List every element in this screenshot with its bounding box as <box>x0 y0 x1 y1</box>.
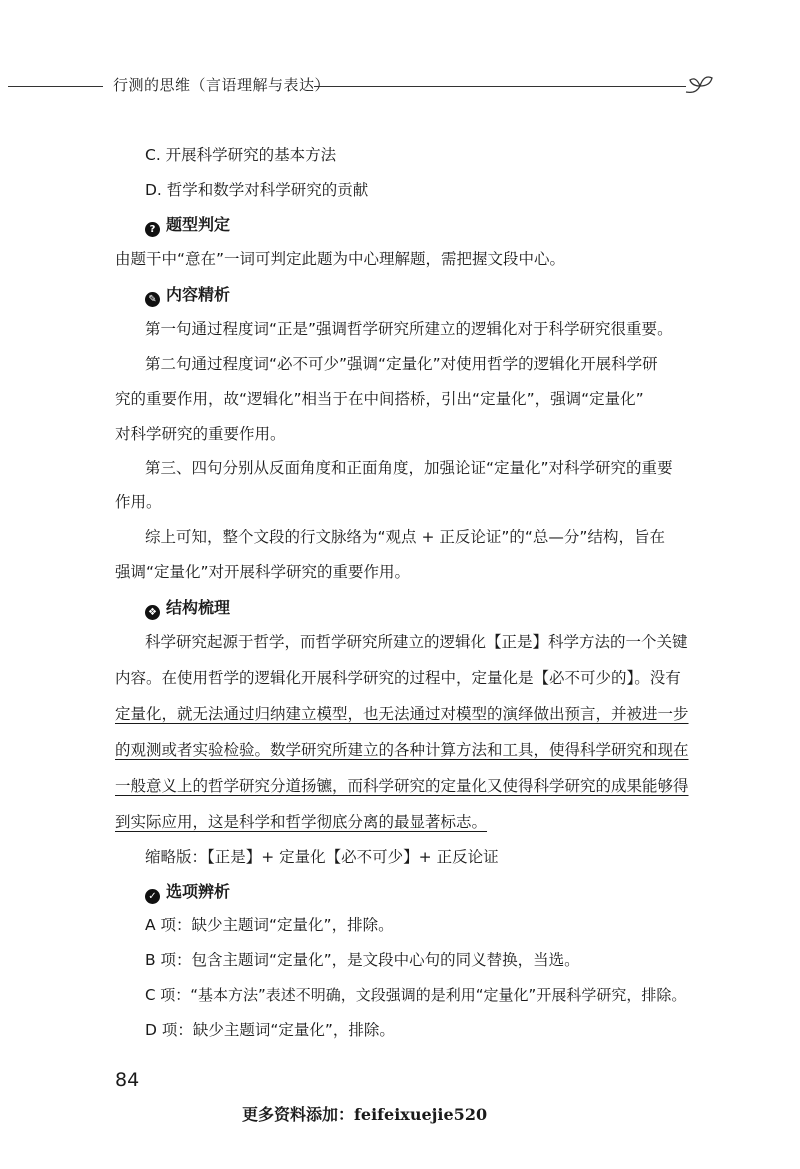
option-d-top: D. 哲学和数学对科学研究的贡献 <box>145 181 369 199</box>
check-icon: ✓ <box>145 889 160 904</box>
option-analysis-d: D 项：缺少主题词“定量化”，排除。 <box>145 1021 395 1039</box>
header-title: 行测的思维（言语理解与表达） <box>113 76 331 94</box>
content-line: 综上可知，整个文段的行文脉络为“观点 + 正反论证”的“总—分”结构，旨在 <box>145 528 665 546</box>
section-structure-heading <box>145 598 230 620</box>
footer-note: 更多资料添加：feifeixuejie520 <box>242 1105 488 1124</box>
section-content-heading <box>145 285 230 307</box>
option-analysis-c: C 项：“基本方法”表述不明确，文段强调的是利用“定量化”开展科学研究，排除。 <box>145 986 687 1004</box>
content-line: 究的重要作用，故“逻辑化”相当于在中间搭桥，引出“定量化”，强调“定量化” <box>115 390 644 408</box>
section-content-title: 内容精析 <box>166 285 231 304</box>
sprout-icon <box>682 72 716 98</box>
structure-line-underlined: 一般意义上的哲学研究分道扬镳，而科学研究的定量化又使得科学研究的成果能够得 <box>115 777 689 795</box>
option-analysis-a: A 项：缺少主题词“定量化”，排除。 <box>145 916 394 934</box>
option-analysis-b: B 项：包含主题词“定量化”，是文段中心句的同义替换，当选。 <box>145 951 580 969</box>
content-line: 作用。 <box>115 493 162 511</box>
structure-line-underlined: 的观测或者实验检验。数学研究所建立的各种计算方法和工具，使得科学研究和现在 <box>115 741 689 759</box>
type-text: 由题干中“意在”一词可判定此题为中心理解题，需把握文段中心。 <box>115 250 566 268</box>
section-options-heading <box>145 882 230 904</box>
structure-summary: 缩略版：【正是】+ 定量化【必不可少】+ 正反论证 <box>145 848 499 866</box>
section-type-title: 题型判定 <box>166 215 231 234</box>
header-rule-left <box>8 86 103 87</box>
structure-icon: ❖ <box>145 605 160 620</box>
option-c-top: C. 开展科学研究的基本方法 <box>145 146 337 164</box>
content-line: 第二句通过程度词“必不可少”强调“定量化”对使用哲学的逻辑化开展科学研 <box>145 355 658 373</box>
running-header <box>0 72 800 102</box>
section-options-title: 选项辨析 <box>166 882 231 901</box>
structure-line: 科学研究起源于哲学，而哲学研究所建立的逻辑化【正是】科学方法的一个关键 <box>145 633 688 651</box>
header-rule-right <box>314 86 686 87</box>
content-line: 对科学研究的重要作用。 <box>115 425 286 443</box>
section-structure-title: 结构梳理 <box>166 598 231 617</box>
structure-line-underlined: 定量化，就无法通过归纳建立模型，也无法通过对模型的演绎做出预言，并被进一步 <box>115 705 689 723</box>
section-type-heading <box>145 215 230 237</box>
question-mark-icon: ? <box>145 222 160 237</box>
content-line: 第三、四句分别从反面角度和正面角度，加强论证“定量化”对科学研究的重要 <box>145 459 673 477</box>
content-line: 第一句通过程度词“正是”强调哲学研究所建立的逻辑化对于科学研究很重要。 <box>145 320 673 338</box>
structure-line-underlined: 到实际应用，这是科学和哲学彻底分离的最显著标志。 <box>115 813 488 831</box>
page-number: 84 <box>115 1069 140 1091</box>
structure-line: 内容。在使用哲学的逻辑化开展科学研究的过程中，定量化是【必不可少的】。没有 <box>115 669 681 687</box>
content-line: 强调“定量化”对开展科学研究的重要作用。 <box>115 563 411 581</box>
pen-icon: ✎ <box>145 292 160 307</box>
